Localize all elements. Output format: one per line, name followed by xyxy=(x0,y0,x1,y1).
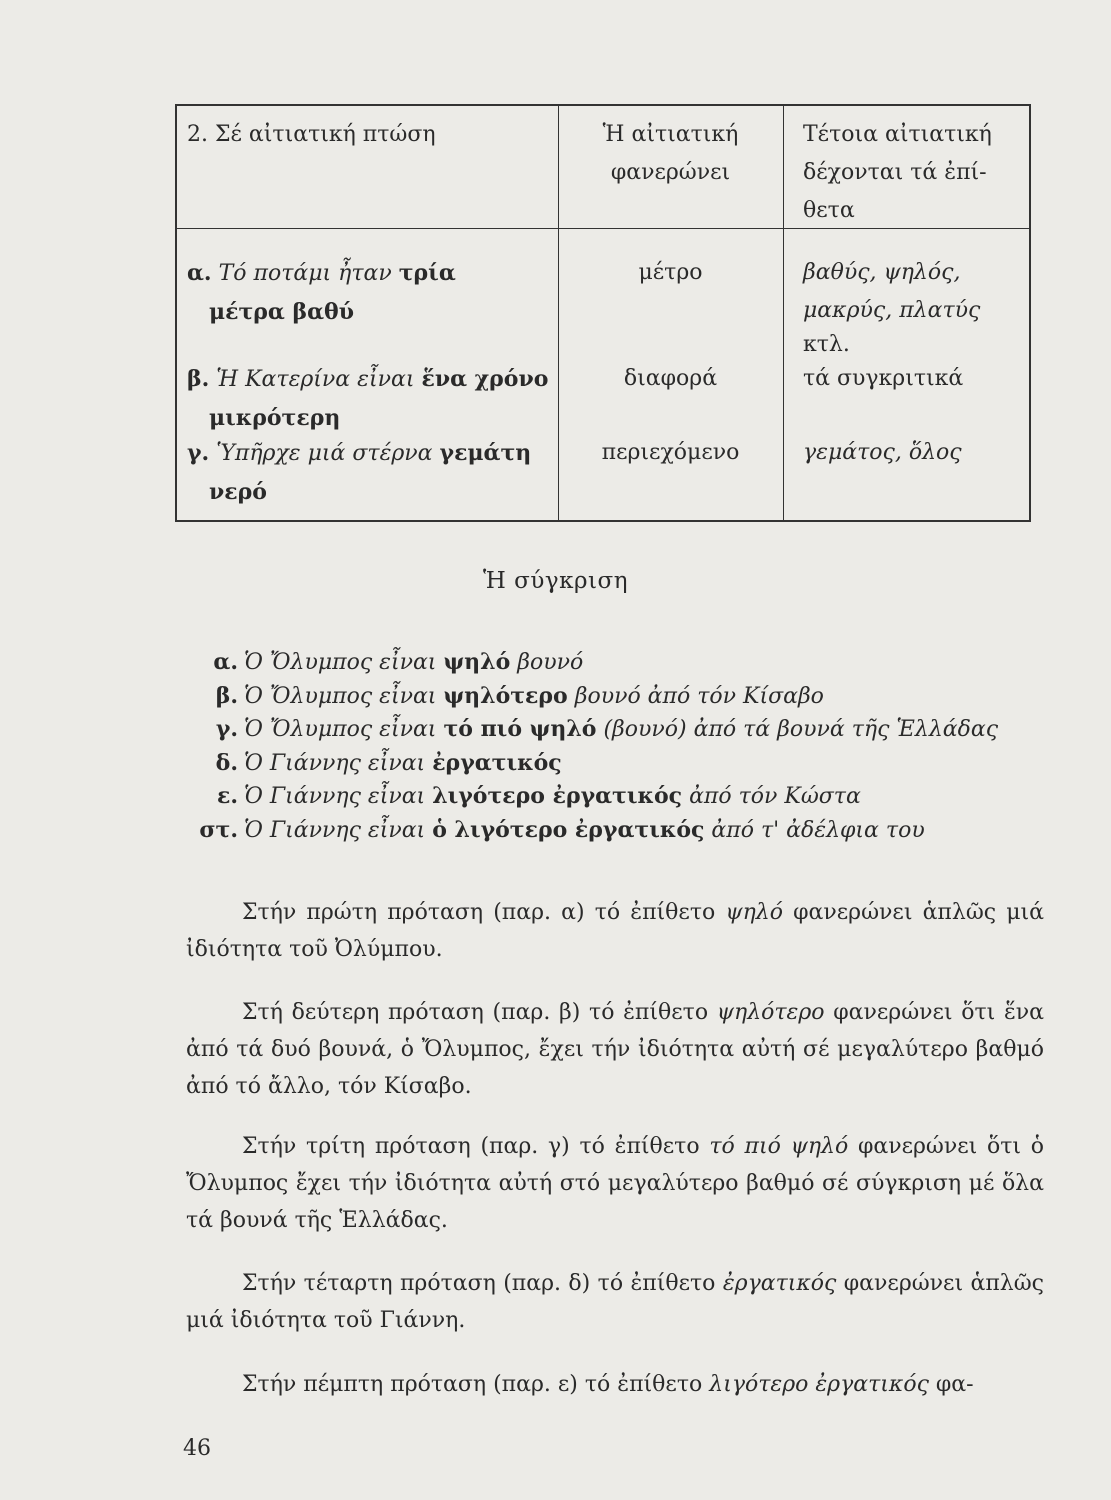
section-title: Ἡ σύγκριση xyxy=(483,568,628,594)
list-item: στ. Ὁ Γιάννης εἶναι ὁ λιγότερο ἐργατικός ἀπό τ' ἀδέλφια του xyxy=(199,816,925,843)
table-row-adjectives: γεμάτος, ὅλος xyxy=(803,440,962,465)
table-row-meaning: μέτρο xyxy=(638,260,703,285)
list-item: ε. Ὁ Γιάννης εἶναι λιγότερο ἐργατικός ἀπό τόν Κώστα xyxy=(216,783,861,809)
table-header-case: 2. Σέ αἰτιατική πτώση xyxy=(187,122,436,147)
table-header-meaning: Ἡ αἰτιατική φανερώνει xyxy=(602,122,739,185)
comparison-examples xyxy=(199,646,1064,847)
table-row-example: β. Ἡ Κατερίνα εἶναι ἕνα χρόνο μικρότερη xyxy=(187,366,549,431)
table-row-meaning: περιεχόμενο xyxy=(601,440,740,465)
list-item: γ. Ὁ Ὄλυμπος εἶναι τό πιό ψηλό (βουνό) ἀπό τά βουνά τῆς Ἑλλάδας xyxy=(215,716,999,742)
table-row-meaning: διαφορά xyxy=(623,366,718,391)
list-item: β. Ὁ Ὄλυμπος εἶναι ψηλότερο βουνό ἀπό τόν Κίσαβο xyxy=(215,682,824,709)
paragraph-3: Στήν τρίτη πρόταση (παρ. γ) τό ἐπίθετο τό πιό ψηλό φανερώνει ὅτι ὁ Ὄλυμπος ἔχει τήν ἰδιότητα αὐτή στό μεγαλύτερο βαθμό σέ σύγκριση μέ ὅλα τά βουνά τῆς Ἑλλάδας. xyxy=(186,1134,1045,1233)
table-row-adjectives: τά συγκριτικά xyxy=(803,366,964,391)
paragraph-1: Στήν πρώτη πρόταση (παρ. α) τό ἐπίθετο ψηλό φανερώνει ἁπλῶς μιά ἰδιότητα τοῦ Ὀλύμπου. xyxy=(186,900,1045,962)
list-item: α. Ὁ Ὄλυμπος εἶναι ψηλό βουνό xyxy=(213,649,584,675)
table-row-example: γ. Ὑπῆρχε μιά στέρνα γεμάτη νερό xyxy=(187,440,532,505)
page-number: 46 xyxy=(183,1436,211,1461)
paragraph-2: Στή δεύτερη πρόταση (παρ. β) τό ἐπίθετο ψηλότερο φανερώνει ὅτι ἕνα ἀπό τά δυό βουνά, ὁ Ὄλυμπος, ἔχει τήν ἰδιότητα αὐτή σέ μεγαλύτερο βαθμό ἀπό τό ἄλλο, τόν Κίσαβο. xyxy=(186,1000,1044,1099)
case-table xyxy=(175,104,1031,522)
table-row-adjectives: βαθύς, ψηλός, μακρύς, πλατύς κτλ. xyxy=(803,260,981,357)
table-row-example: α. Τό ποτάμι ἦταν τρία μέτρα βαθύ xyxy=(187,260,456,325)
table-header-adjectives: Τέτοια αἰτιατική δέχονται τά ἐπί- θετα xyxy=(803,122,992,223)
paragraph-4: Στήν τέταρτη πρόταση (παρ. δ) τό ἐπίθετο ἐργατικός φανερώνει ἁπλῶς μιά ἰδιότητα τοῦ Γιάννη. xyxy=(186,1271,1044,1333)
list-item: δ. Ὁ Γιάννης εἶναι ἐργατικός xyxy=(215,749,562,776)
column-divider xyxy=(783,106,784,520)
paragraph-5: Στήν πέμπτη πρόταση (παρ. ε) τό ἐπίθετο λιγότερο ἐργατικός φα- xyxy=(242,1372,974,1397)
